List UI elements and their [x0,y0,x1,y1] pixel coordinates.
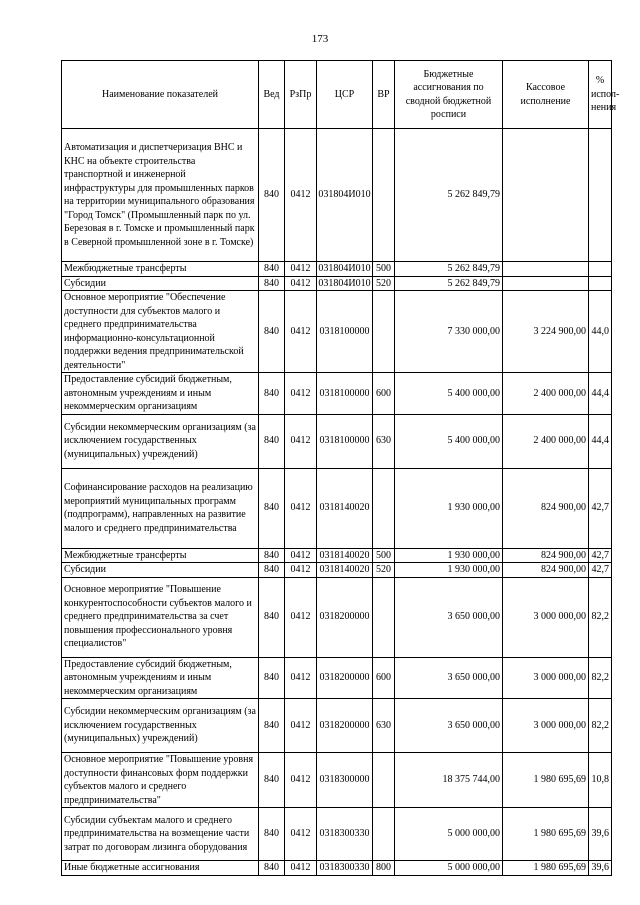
cell-vr [373,808,395,861]
cell-rzpr: 0412 [285,563,317,578]
cell-csr: 0318300330 [317,861,373,876]
table-header-row [62,61,612,129]
table-body [62,129,612,876]
cell-ved: 840 [259,577,285,657]
cell-rzpr: 0412 [285,291,317,373]
cell-rzpr: 0412 [285,753,317,808]
cell-vr: 500 [373,548,395,563]
cell-csr: 031804И010 [318,263,371,274]
header-csr: ЦСР [317,61,373,129]
cell-name: Основное мероприятие "Повышение конкурентоспособности субъектов малого и среднего предпринимательства за счет повышения профессионального уровня специалистов" [62,577,259,657]
cell-pct [589,129,612,262]
cell-pct: 42,7 [589,563,612,578]
cell-csr: 0318100000 [317,373,373,415]
cell-cash [503,276,589,291]
cell-rzpr: 0412 [285,577,317,657]
cell-name: Субсидии некоммерческим организациям (за исключением государственных (муниципальных) учреждений) [62,699,259,753]
cell-budget: 18 375 744,00 [395,753,503,808]
cell-csr: 0318140020 [317,548,373,563]
cell-pct: 82,2 [589,699,612,753]
table-row [62,548,612,563]
table-row [62,563,612,578]
cell-pct: 82,2 [589,577,612,657]
cell-name: Межбюджетные трансферты [62,262,259,277]
cell-rzpr: 0412 [285,861,317,876]
cell-name: Субсидии [62,563,259,578]
cell-pct: 44,4 [589,414,612,468]
cell-cash: 3 000 000,00 [503,577,589,657]
header-vr: ВР [373,61,395,129]
header-budget: Бюджетные ассигнования по сводной бюджетной росписи [395,61,503,129]
cell-budget: 5 000 000,00 [395,861,503,876]
cell-budget: 5 262 849,79 [395,129,503,262]
cell-pct: 39,6 [589,861,612,876]
cell-name: Автоматизация и диспетчеризация ВНС и КНС на объекте строительства транспортной и инженерной инфраструктуры для промышленных парков на территории муниципального образования "Город Томск" (Промышленный парк по ул. Березовая в г. Томске и промышленный парк в Северной промышленной зоне в г. Томске) [62,129,259,262]
cell-cash: 824 900,00 [503,563,589,578]
cell-vr [373,468,395,548]
cell-ved: 840 [259,276,285,291]
cell-csr: 0318140020 [317,563,373,578]
cell-cash: 3 000 000,00 [503,699,589,753]
cell-vr: 520 [373,276,395,291]
cell-csr: 031804И010 [318,277,371,289]
cell-name: Софинансирование расходов на реализацию мероприятий муниципальных программ (подпрограмм), направленных на развитие малого и среднего предпринимательства [62,468,259,548]
cell-csr: 0318200000 [317,577,373,657]
cell-pct: 82,2 [589,657,612,699]
cell-pct [589,262,612,277]
cell-cash: 1 980 695,69 [503,753,589,808]
cell-cash: 3 224 900,00 [503,291,589,373]
cell-budget: 5 000 000,00 [395,808,503,861]
table-row [62,373,612,415]
cell-cash: 2 400 000,00 [503,414,589,468]
table-row [62,129,612,262]
cell-vr: 800 [373,861,395,876]
table-row [62,657,612,699]
cell-budget: 3 650 000,00 [395,577,503,657]
cell-name: Предоставление субсидий бюджетным, автономным учреждениям и иным некоммерческим организациям [62,373,259,415]
page-number: 173 [311,33,329,45]
cell-csr: 0318200000 [317,657,373,699]
cell-budget: 5 400 000,00 [395,414,503,468]
cell-cash: 824 900,00 [503,468,589,548]
cell-rzpr: 0412 [285,657,317,699]
cell-csr: 0318140020 [317,468,373,548]
cell-rzpr: 0412 [285,808,317,861]
header-name: Наименование показателей [62,61,259,129]
table-row [62,808,612,861]
header-cash: Кассовое исполнение [503,61,589,129]
cell-budget: 3 650 000,00 [395,699,503,753]
cell-pct [589,276,612,291]
cell-ved: 840 [259,262,285,277]
cell-rzpr: 0412 [285,548,317,563]
table-row [62,291,612,373]
cell-budget: 1 930 000,00 [395,563,503,578]
header-pct: % испол-нения [589,61,612,129]
cell-csr: 0318100000 [317,414,373,468]
cell-vr: 630 [373,414,395,468]
cell-cash: 2 400 000,00 [503,373,589,415]
cell-csr: 0318200000 [317,699,373,753]
table-row [62,276,612,291]
cell-csr: 0318300000 [317,753,373,808]
cell-name: Иные бюджетные ассигнования [62,861,259,876]
cell-ved: 840 [259,129,285,262]
cell-budget: 7 330 000,00 [395,291,503,373]
cell-budget: 1 930 000,00 [395,468,503,548]
cell-csr: 0318100000 [317,291,373,373]
cell-cash [503,129,589,262]
cell-rzpr: 0412 [285,373,317,415]
cell-pct: 10,8 [589,753,612,808]
cell-pct: 39,6 [589,808,612,861]
cell-ved: 840 [259,808,285,861]
cell-budget: 5 400 000,00 [395,373,503,415]
cell-vr: 520 [373,563,395,578]
cell-pct: 44,4 [589,373,612,415]
table-row [62,753,612,808]
cell-name: Основное мероприятие "Обеспечение доступности для субъектов малого и среднего предпринимательства информационно-консультационной поддержки ведения предпринимательской деятельности" [62,291,259,373]
cell-name: Субсидии субъектам малого и среднего предпринимательства на возмещение части затрат по договорам лизинга оборудования [62,808,259,861]
cell-pct: 44,0 [589,291,612,373]
cell-cash: 3 000 000,00 [503,657,589,699]
cell-budget: 5 262 849,79 [395,276,503,291]
cell-ved: 840 [259,861,285,876]
cell-ved: 840 [259,468,285,548]
cell-rzpr: 0412 [285,276,317,291]
cell-cash: 1 980 695,69 [503,808,589,861]
cell-csr: 031804И010 [317,129,373,262]
cell-vr: 600 [373,373,395,415]
table-row [62,699,612,753]
cell-ved: 840 [259,373,285,415]
cell-rzpr: 0412 [285,262,317,277]
cell-name: Субсидии некоммерческим организациям (за исключением государственных (муниципальных) учреждений) [62,414,259,468]
cell-budget: 5 262 849,79 [395,262,503,277]
cell-budget: 3 650 000,00 [395,657,503,699]
budget-table [61,60,620,876]
cell-ved: 840 [259,563,285,578]
table-row [62,468,612,548]
cell-rzpr: 0412 [285,129,317,262]
cell-vr: 500 [373,262,395,277]
table-row [62,577,612,657]
cell-cash: 824 900,00 [503,548,589,563]
table-row [62,414,612,468]
cell-name: Межбюджетные трансферты [62,548,259,563]
cell-budget: 1 930 000,00 [395,548,503,563]
cell-pct: 42,7 [589,468,612,548]
cell-ved: 840 [259,414,285,468]
cell-vr [373,129,395,262]
cell-ved: 840 [259,657,285,699]
cell-cash: 1 980 695,69 [503,861,589,876]
cell-vr [373,577,395,657]
cell-name: Субсидии [62,276,259,291]
cell-rzpr: 0412 [285,699,317,753]
cell-name: Основное мероприятие "Повышение уровня доступности финансовых форм поддержки субъектов малого и среднего предпринимательства" [62,753,259,808]
cell-rzpr: 0412 [285,468,317,548]
cell-ved: 840 [259,548,285,563]
cell-pct: 42,7 [589,548,612,563]
cell-ved: 840 [259,699,285,753]
table-row [62,861,612,876]
cell-vr [373,753,395,808]
cell-name: Предоставление субсидий бюджетным, автономным учреждениям и иным некоммерческим организациям [62,657,259,699]
cell-cash [503,262,589,277]
cell-ved: 840 [259,291,285,373]
cell-csr: 0318300330 [317,808,373,861]
header-ved: Вед [259,61,285,129]
table-row [62,262,612,277]
cell-vr: 600 [373,657,395,699]
cell-ved: 840 [259,753,285,808]
cell-vr: 630 [373,699,395,753]
cell-rzpr: 0412 [285,414,317,468]
header-rzpr: РзПр [285,61,317,129]
cell-vr [373,291,395,373]
